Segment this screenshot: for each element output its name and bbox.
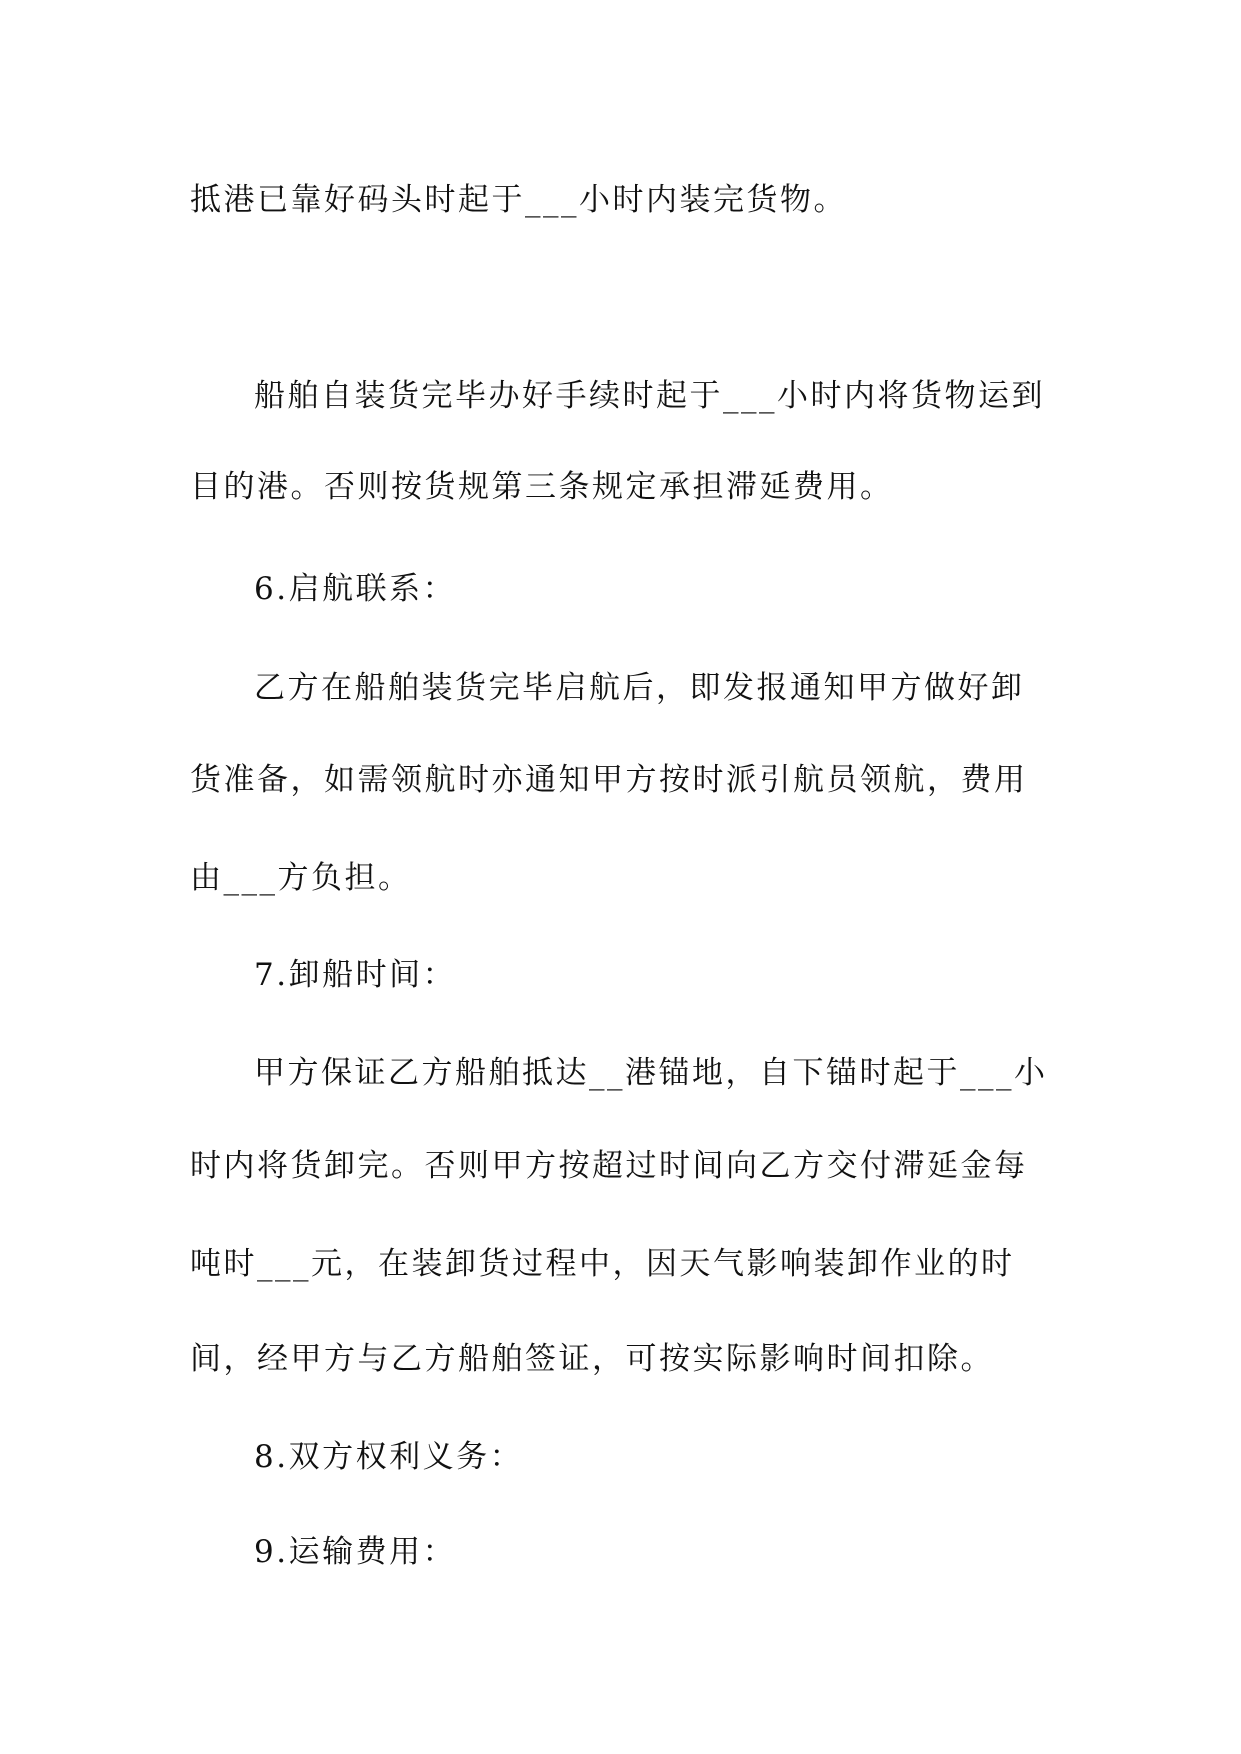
text-line: 吨时___元，在装卸货过程中，因天气影响装卸作业的时 xyxy=(190,1246,1015,1282)
section-heading: 8.双方权利义务： xyxy=(254,1439,524,1475)
text-line: 目的港。否则按货规第三条规定承担滞延费用。 xyxy=(190,469,894,505)
text-line: 间，经甲方与乙方船舶签证，可按实际影响时间扣除。 xyxy=(190,1341,994,1377)
paragraph-text: 甲方保证乙方船舶抵达__港锚地，自下锚时起于___小 xyxy=(254,1055,1048,1091)
text-line: 时内将货卸完。否则甲方按超过时间向乙方交付滞延金每 xyxy=(190,1148,1028,1184)
section-heading: 9.运输费用： xyxy=(254,1534,457,1570)
paragraph-text: 船舶自装货完毕办好手续时起于___小时内将货物运到 xyxy=(254,378,1045,414)
text-line: 由___方负担。 xyxy=(190,860,412,896)
section-heading: 7.卸船时间： xyxy=(254,957,457,993)
section-heading: 6.启航联系： xyxy=(254,571,457,607)
text-line: 抵港已靠好码头时起于___小时内装完货物。 xyxy=(190,182,847,218)
paragraph-text: 乙方在船舶装货完毕启航后，即发报通知甲方做好卸 xyxy=(254,670,1025,706)
text-line: 货准备，如需领航时亦通知甲方按时派引航员领航，费用 xyxy=(190,762,1028,798)
